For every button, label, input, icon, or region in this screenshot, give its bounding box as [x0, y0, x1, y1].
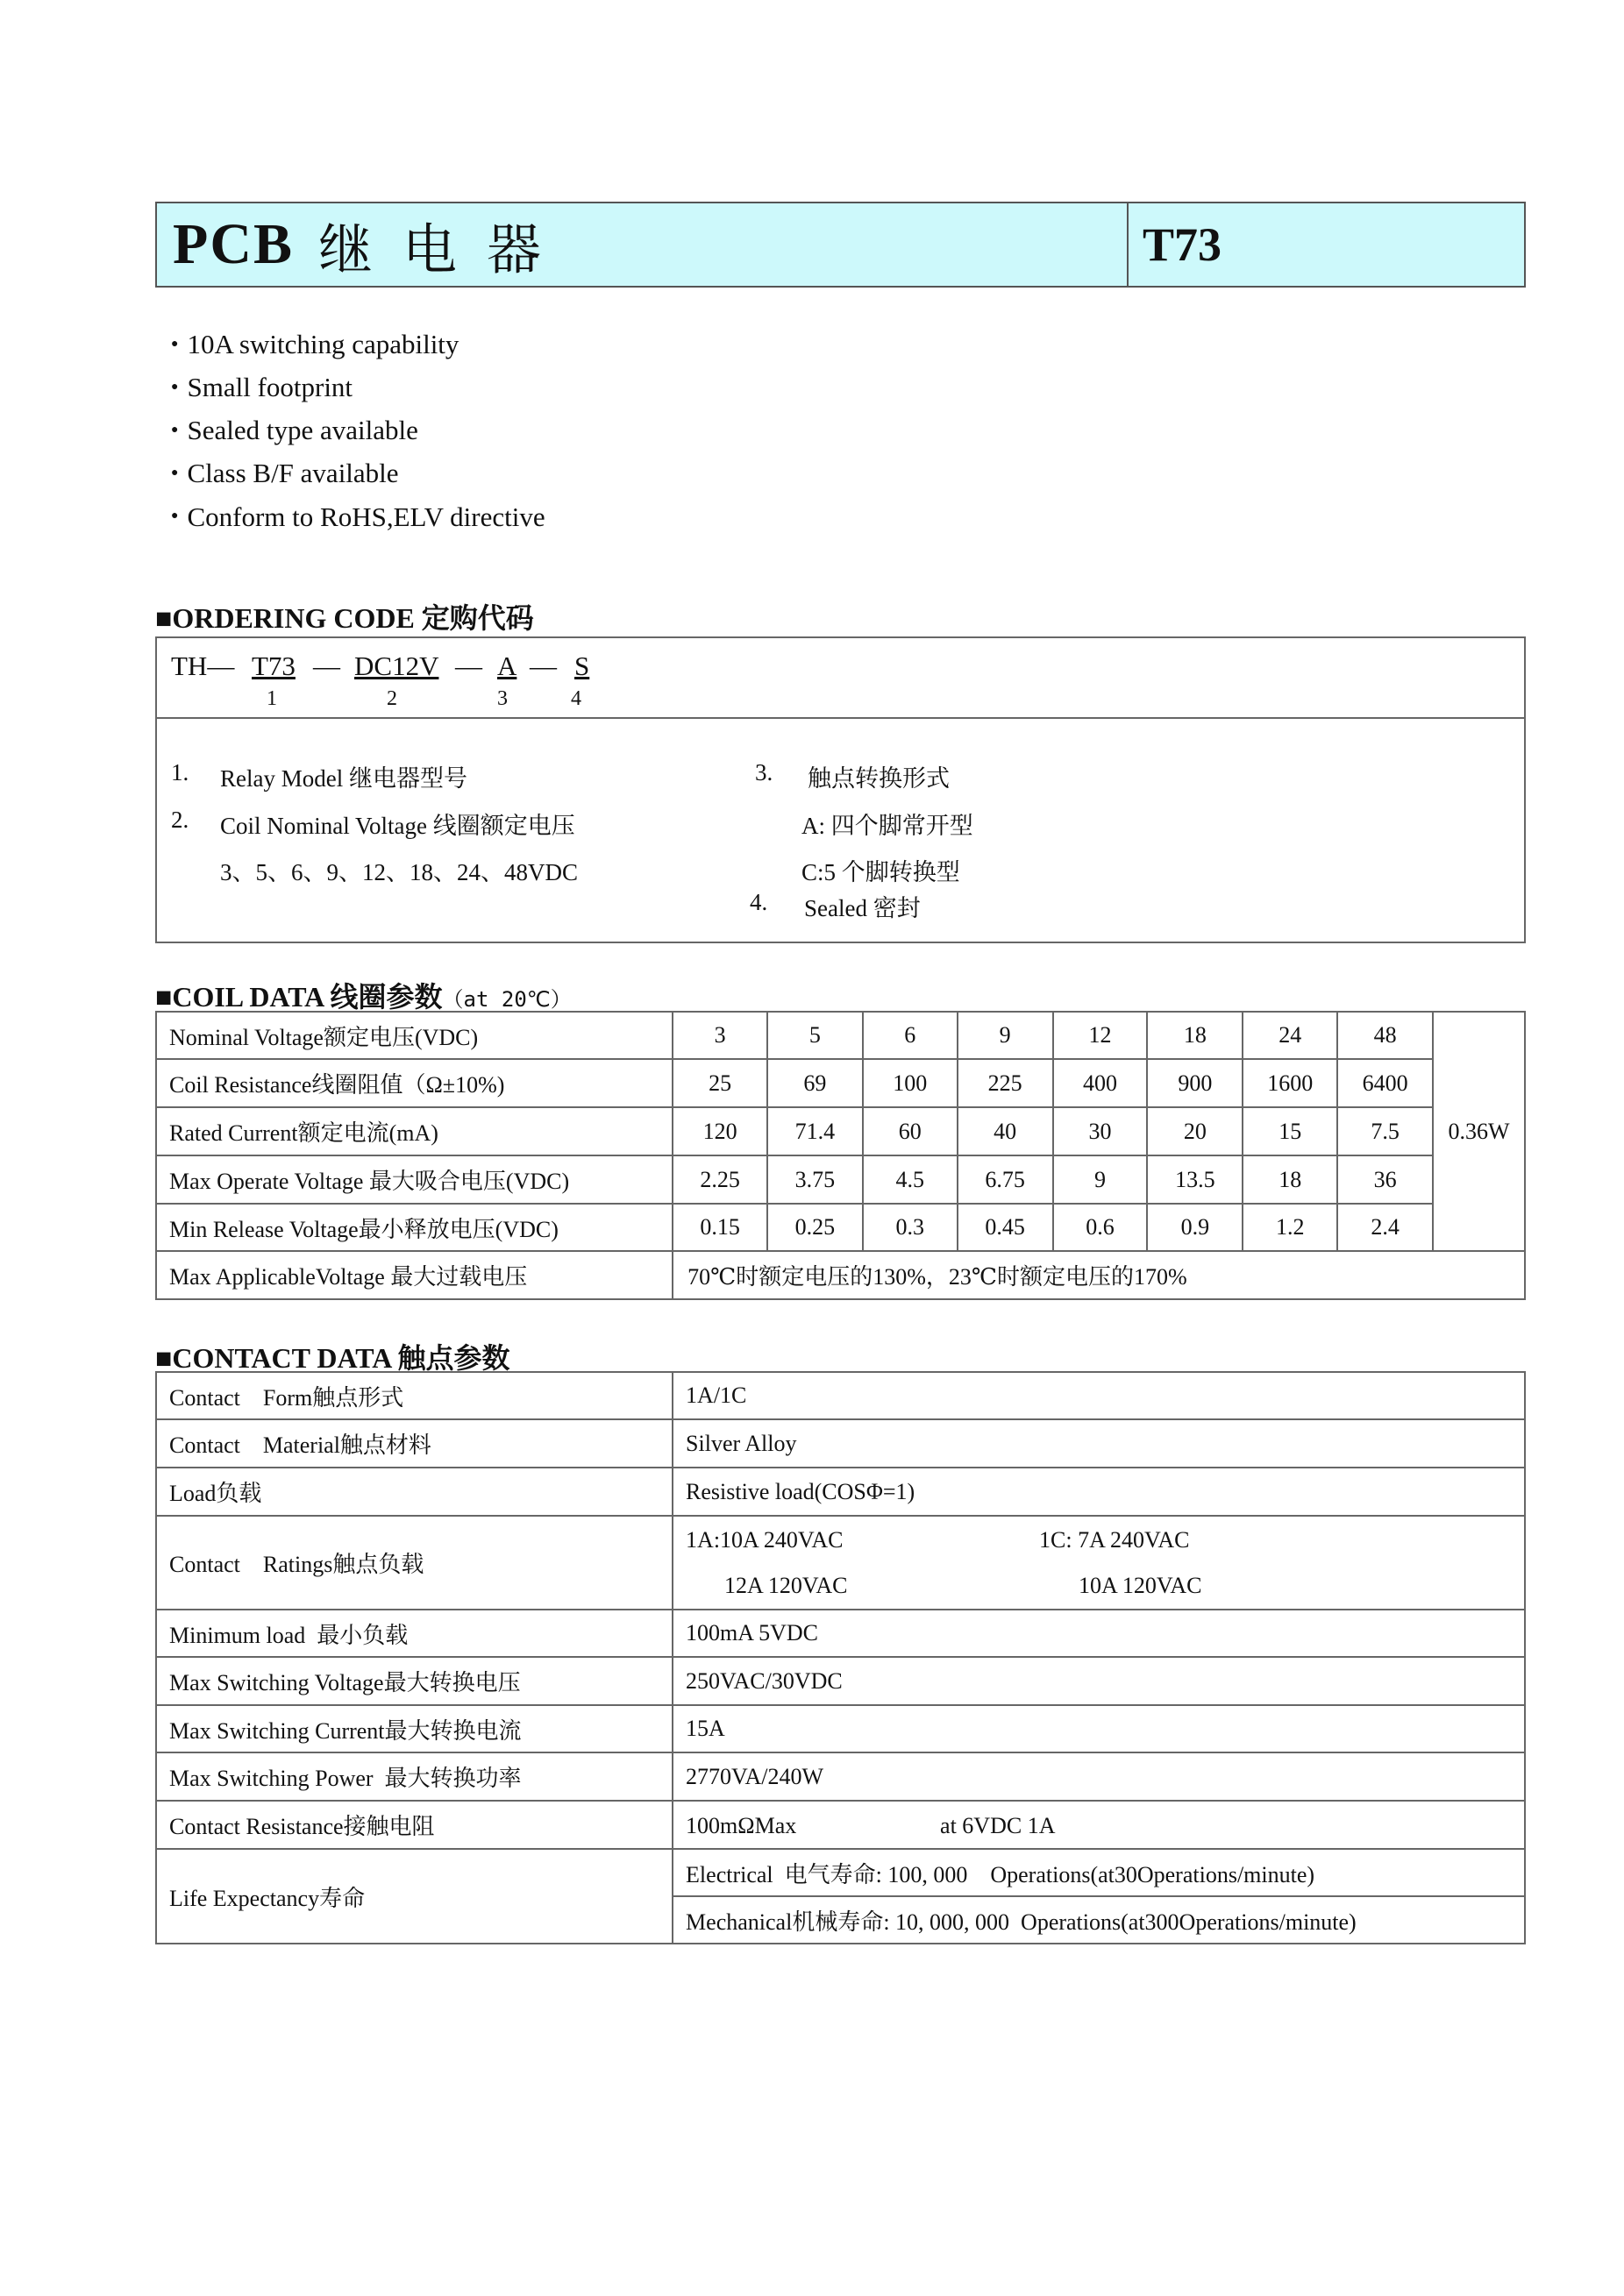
table-cell: 0.3 — [863, 1204, 958, 1251]
table-cell: 36 — [1337, 1155, 1433, 1204]
ordering-form-c: C:5 个脚转换型 — [801, 859, 960, 885]
ordering-item-number: 4. — [750, 889, 768, 915]
code-part-sealed: S — [574, 650, 590, 681]
contact-ratings-label: Contact Ratings触点负载 — [156, 1516, 673, 1610]
contact-data-table — [155, 1371, 1526, 1944]
table-cell: 9 — [1053, 1155, 1148, 1204]
table-row — [156, 1849, 1525, 1896]
contact-load-value: Resistive load(COSΦ=1) — [673, 1468, 1525, 1516]
ratings-1a-line1: 1A:10A 240VAC — [686, 1527, 844, 1553]
ordering-item-contact-form: 触点转换形式 — [808, 765, 950, 792]
model-cell — [1129, 203, 1524, 286]
contact-maxcurr-label: Max Switching Current最大转换电流 — [156, 1705, 673, 1752]
contact-resistance-value: 100mΩMax — [686, 1813, 797, 1838]
contact-minload-label: Minimum load 最小负载 — [156, 1610, 673, 1657]
table-cell: 6 — [863, 1012, 958, 1059]
code-index: 2 — [387, 687, 397, 710]
coil-row-label: Min Release Voltage最小释放电压(VDC) — [156, 1204, 673, 1251]
coil-row-label: Nominal Voltage额定电压(VDC) — [156, 1012, 673, 1059]
table-cell: 100 — [863, 1059, 958, 1107]
table-row — [156, 1610, 1525, 1657]
table-cell: 18 — [1147, 1012, 1243, 1059]
table-cell: 40 — [958, 1107, 1053, 1155]
table-cell: 4.5 — [863, 1155, 958, 1204]
ordering-item-relay-model: Relay Model 继电器型号 — [220, 765, 467, 792]
title-chinese: 继电器 — [318, 220, 572, 281]
table-cell: 60 — [863, 1107, 958, 1155]
code-dash: — — [313, 650, 340, 681]
code-part-voltage: DC12V — [354, 650, 439, 681]
contact-maxvolt-label: Max Switching Voltage最大转换电压 — [156, 1657, 673, 1705]
contact-form-value: 1A/1C — [673, 1372, 1525, 1419]
coil-max-applicable-value: 70℃时额定电压的130%，23℃时额定电压的170% — [673, 1251, 1525, 1299]
table-cell: 18 — [1243, 1155, 1337, 1204]
ratings-1c-line1: 1C: 7A 240VAC — [1039, 1527, 1190, 1553]
code-index: 1 — [267, 687, 277, 710]
coil-row-label: Rated Current额定电流(mA) — [156, 1107, 673, 1155]
ordering-item-sealed: Sealed 密封 — [804, 895, 921, 921]
table-row — [156, 1204, 1525, 1251]
ordering-item-number: 3. — [755, 759, 773, 785]
table-cell: 71.4 — [767, 1107, 863, 1155]
table-cell: 3 — [673, 1012, 767, 1059]
table-cell: 2.25 — [673, 1155, 767, 1204]
table-row — [156, 1372, 1525, 1419]
contact-life-mechanical: Mechanical机械寿命: 10, 000, 000 Operations(at300Operations/minute) — [673, 1896, 1525, 1944]
table-cell: 225 — [958, 1059, 1053, 1107]
code-prefix: TH— — [171, 650, 235, 681]
contact-resistance-condition: at 6VDC 1A — [940, 1813, 1056, 1838]
table-cell: 6400 — [1337, 1059, 1433, 1107]
code-part-form: A — [497, 650, 517, 681]
table-cell: 900 — [1147, 1059, 1243, 1107]
table-cell: 6.75 — [958, 1155, 1053, 1204]
table-row — [156, 1419, 1525, 1468]
ordering-divider — [157, 717, 1524, 719]
feature-item: ● Class B/F available — [171, 453, 545, 496]
contact-minload-value: 100mA 5VDC — [673, 1610, 1525, 1657]
table-cell: 3.75 — [767, 1155, 863, 1204]
title-cell — [157, 203, 1129, 286]
table-cell: 9 — [958, 1012, 1053, 1059]
table-cell: 69 — [767, 1059, 863, 1107]
ratings-1a-line2: 12A 120VAC — [724, 1573, 848, 1598]
table-cell: 12 — [1053, 1012, 1148, 1059]
contact-resistance-cell — [673, 1801, 1525, 1849]
feature-item: ● Conform to RoHS,ELV directive — [171, 497, 545, 540]
contact-ratings-cell — [673, 1516, 1525, 1610]
code-dash: — — [530, 650, 557, 681]
table-cell: 0.25 — [767, 1204, 863, 1251]
ordering-voltage-values: 3、5、6、9、12、18、24、48VDC — [220, 859, 579, 885]
title-latin: PCB — [173, 212, 294, 276]
ordering-code-box — [155, 636, 1526, 943]
feature-list — [171, 324, 545, 540]
table-cell: 48 — [1337, 1012, 1433, 1059]
coil-section-title — [155, 975, 572, 1015]
table-cell: 7.5 — [1337, 1107, 1433, 1155]
contact-maxvolt-value: 250VAC/30VDC — [673, 1657, 1525, 1705]
contact-form-label: Contact Form触点形式 — [156, 1372, 673, 1419]
table-cell: 24 — [1243, 1012, 1337, 1059]
table-cell: 1600 — [1243, 1059, 1337, 1107]
table-cell: 30 — [1053, 1107, 1148, 1155]
title-banner — [155, 202, 1526, 288]
coil-power-cell: 0.36W — [1433, 1012, 1525, 1251]
coil-data-table — [155, 1011, 1526, 1300]
contact-section-title: ■CONTACT DATA 触点参数 — [155, 1342, 510, 1374]
contact-maxcurr-value: 15A — [673, 1705, 1525, 1752]
coil-row-label: Coil Resistance线圈阻值（Ω±10%) — [156, 1059, 673, 1107]
table-row — [156, 1012, 1525, 1059]
contact-material-label: Contact Material触点材料 — [156, 1419, 673, 1468]
contact-maxpow-value: 2770VA/240W — [673, 1752, 1525, 1801]
model-number: T73 — [1143, 218, 1222, 271]
coil-row-label: Max Operate Voltage 最大吸合电压(VDC) — [156, 1155, 673, 1204]
contact-life-label: Life Expectancy寿命 — [156, 1849, 673, 1944]
coil-max-applicable-label: Max ApplicableVoltage 最大过载电压 — [156, 1251, 673, 1299]
table-cell: 0.9 — [1147, 1204, 1243, 1251]
ordering-item-number: 1. — [171, 759, 189, 785]
contact-maxpow-label: Max Switching Power 最大转换功率 — [156, 1752, 673, 1801]
code-dash: — — [455, 650, 482, 681]
table-row — [156, 1657, 1525, 1705]
table-cell: 0.45 — [958, 1204, 1053, 1251]
table-cell: 400 — [1053, 1059, 1148, 1107]
ratings-1c-line2: 10A 120VAC — [1079, 1573, 1202, 1598]
ordering-item-number: 2. — [171, 807, 189, 833]
table-cell: 1.2 — [1243, 1204, 1337, 1251]
table-cell: 25 — [673, 1059, 767, 1107]
table-cell: 15 — [1243, 1107, 1337, 1155]
table-row — [156, 1801, 1525, 1849]
table-cell: 0.15 — [673, 1204, 767, 1251]
ordering-section-title: ■ORDERING CODE 定购代码 — [155, 602, 534, 634]
ordering-form-a: A: 四个脚常开型 — [801, 813, 973, 839]
feature-item: ● Small footprint — [171, 367, 545, 410]
table-row — [156, 1752, 1525, 1801]
table-cell: 0.6 — [1053, 1204, 1148, 1251]
feature-item: ● 10A switching capability — [171, 324, 545, 367]
contact-resistance-label: Contact Resistance接触电阻 — [156, 1801, 673, 1849]
table-row — [156, 1155, 1525, 1204]
table-row — [156, 1468, 1525, 1516]
table-row — [156, 1059, 1525, 1107]
coil-section-title-text: ■COIL DATA 线圈参数 — [155, 981, 443, 1013]
feature-item: ● Sealed type available — [171, 410, 545, 453]
table-cell: 20 — [1147, 1107, 1243, 1155]
table-row — [156, 1516, 1525, 1610]
code-index: 3 — [497, 687, 508, 710]
table-cell: 5 — [767, 1012, 863, 1059]
contact-life-electrical: Electrical 电气寿命: 100, 000 Operations(at30Operations/minute) — [673, 1849, 1525, 1896]
table-cell: 13.5 — [1147, 1155, 1243, 1204]
contact-material-value: Silver Alloy — [673, 1419, 1525, 1468]
contact-load-label: Load负载 — [156, 1468, 673, 1516]
table-cell: 120 — [673, 1107, 767, 1155]
code-part-model: T73 — [252, 650, 296, 681]
table-row — [156, 1705, 1525, 1752]
code-index: 4 — [571, 687, 581, 710]
table-row — [156, 1107, 1525, 1155]
table-cell: 2.4 — [1337, 1204, 1433, 1251]
ordering-item-coil-voltage: Coil Nominal Voltage 线圈额定电压 — [220, 813, 575, 839]
table-row — [156, 1251, 1525, 1299]
coil-section-condition: （at 20℃） — [442, 987, 572, 1012]
